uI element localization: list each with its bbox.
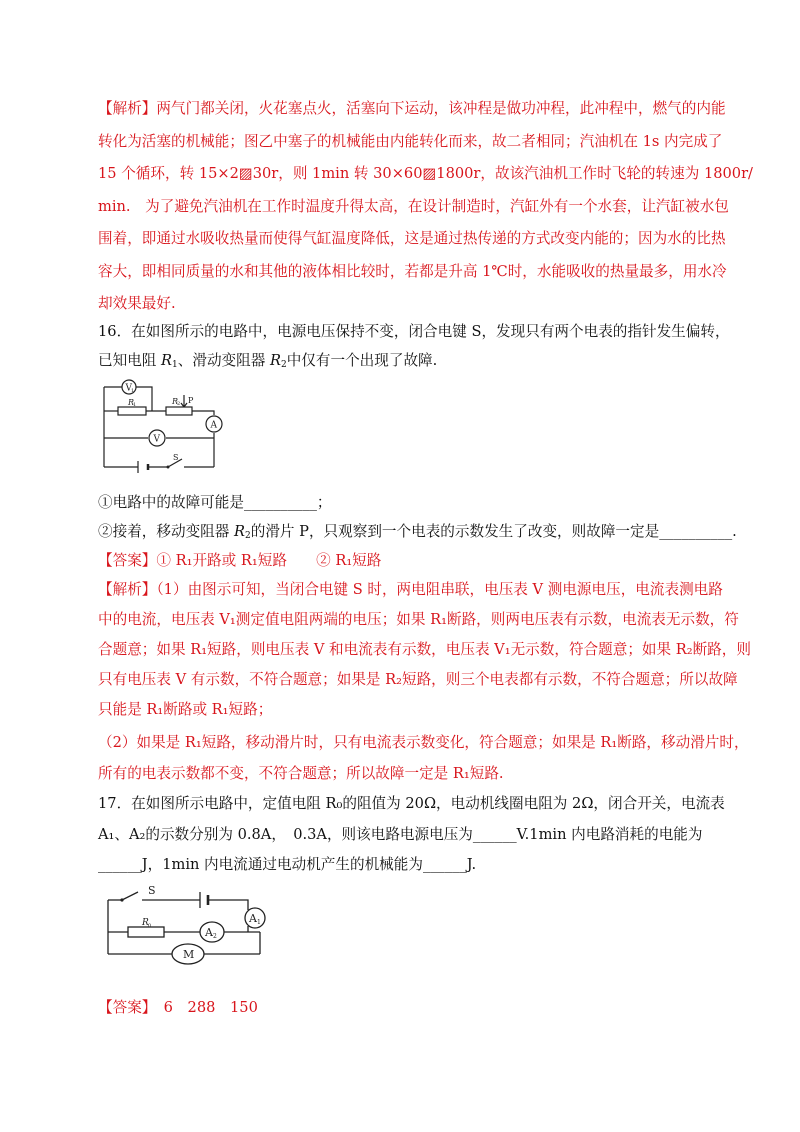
q16-analysis-line-4: 只有电压表 V 有示数，不符合题意；如果是 R₂短路，则三个电表都有示数，不符合题意；所以故障	[98, 671, 738, 688]
v-label: V	[153, 434, 160, 445]
v1-label: V	[125, 383, 132, 394]
a1-label: A	[249, 912, 257, 925]
q17-circuit-diagram	[100, 884, 276, 978]
resistor-r1	[118, 407, 146, 415]
q15-analysis-line-6: 容大，即相同质量的水和其他的液体相比较时，若都是升高 1℃时，水能吸收的热量最多，用水冷	[98, 263, 727, 280]
battery	[138, 461, 148, 473]
resistor-r0	[128, 927, 164, 937]
analysis-tag: 【解析】	[98, 581, 157, 598]
switch-pivot	[167, 466, 170, 469]
q16-stem-line-2: 已知电阻 $R_1$、滑动变阻器 $R_2$中仅有一个出现了故障.	[98, 352, 438, 370]
q15-analysis-line-2: 转化为活塞的机械能；图乙中塞子的机械能由内能转化而来，故二者相同；汽油机在 1s 内完成了	[98, 133, 723, 150]
r0-sub: 0	[148, 923, 152, 929]
v1-sub: 1	[131, 388, 135, 394]
q15-analysis-line-7: 却效果最好.	[98, 295, 176, 312]
slider-p-label: P	[188, 396, 194, 405]
switch-s-label: S	[173, 453, 179, 462]
a-label: A	[210, 420, 217, 431]
motor-m-label: M	[183, 948, 195, 961]
q15-analysis-line-1: 【解析】两气门都关闭，火花塞点火，活塞向下运动，该冲程是做功冲程，此冲程中，燃气的内能	[98, 100, 726, 117]
q16-analysis-line-1: 【解析】（1）由图示可知，当闭合电键 S 时，两电阻串联，电压表 V 测电源电压，电流表测电路	[98, 581, 723, 598]
analysis-tag: 【解析】	[98, 100, 157, 117]
battery	[200, 892, 208, 908]
r2-sub: 2	[177, 401, 181, 407]
q17-stem-line-3: ______J，1min 内电流通过电动机产生的机械能为______J.	[98, 856, 477, 873]
q16-stem-line-1: 16．在如图所示的电路中，电源电压保持不变，闭合电键 S，发现只有两个电表的指针发生偏转，	[98, 323, 730, 340]
a2-sub: 2	[213, 933, 217, 940]
a2-label: A	[205, 926, 213, 939]
r1-sub: 1	[133, 402, 137, 408]
answer-tag: 【答案】	[98, 552, 157, 569]
q16-analysis-line-6: （2）如果是 R₁短路，移动滑片时，只有电流表示数变化，符合题意；如果是 R₁断路，移动滑片时，	[98, 734, 749, 751]
q15-analysis-line-4: min. 为了避免汽油机在工作时温度升得太高，在设计制造时，汽缸外有一个水套，让汽缸被水包	[98, 198, 729, 215]
q16-analysis-line-2: 中的电流，电压表 V₁测定值电阻两端的电压；如果 R₁断路，则两电压表有示数，电流表无示数，符	[98, 611, 739, 628]
r0-label: R	[142, 918, 149, 928]
switch-pivot	[120, 898, 123, 901]
q17-stem-line-1: 17．在如图所示电路中，定值电阻 R₀的阻值为 20Ω，电动机线圈电阻为 2Ω，闭合开关，电流表	[98, 795, 725, 812]
switch-s-label: S	[148, 884, 156, 897]
q15-analysis-line-3: 15 个循环，转 15×2▨30r，则 1min 转 30×60▨1800r，故该汽油机工作时飞轮的转速为 1800r/	[98, 165, 753, 182]
answer-tag: 【答案】	[98, 999, 150, 1016]
rheostat-r2	[166, 407, 192, 415]
q16-analysis-line-5: 只能是 R₁断路或 R₁短路；	[98, 701, 273, 718]
q16-sub-question-2: ②接着，移动变阻器 $R_2$的滑片 P，只观察到一个电表的示数发生了改变，则故障一定是__________.	[98, 523, 737, 541]
q17-answer-line: 【答案】 6 288 150	[98, 999, 258, 1016]
q15-analysis-line-5: 围着，即通过水吸收热量而使得气缸温度降低，这是通过热传递的方式改变内能的；因为水的比热	[98, 230, 726, 247]
q16-analysis-line-3: 合题意；如果 R₁短路，则电压表 V 和电流表有示数，电压表 V₁无示数，符合题意；如果 R₂断路，则	[98, 641, 751, 658]
r2-label: R	[172, 397, 179, 406]
a1-sub: 1	[257, 919, 261, 926]
q16-sub-question-1: ①电路中的故障可能是__________；	[98, 494, 332, 511]
r1-label: R	[128, 398, 135, 407]
q16-circuit-diagram	[96, 375, 226, 477]
q16-answer-line: 【答案】① R₁开路或 R₁短路 ② R₁短路	[98, 552, 382, 569]
q16-analysis-line-7: 所有的电表示数都不变，不符合题意；所以故障一定是 R₁短路.	[98, 765, 504, 782]
q17-stem-line-2: A₁、A₂的示数分别为 0.8A， 0.3A，则该电路电源电压为______V.1min 内电路消耗的电能为	[98, 826, 703, 843]
